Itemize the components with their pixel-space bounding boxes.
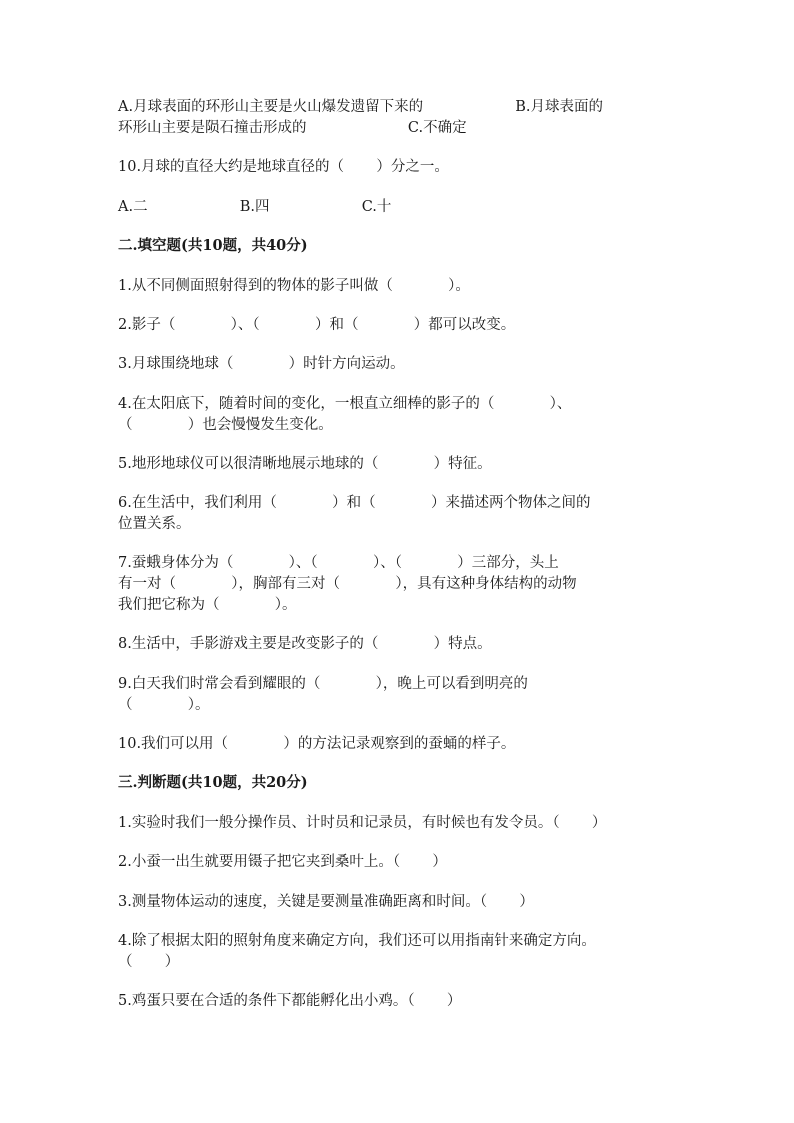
fill-item-2: 2.影子（ ）、（ ）和（ ）都可以改变。	[118, 317, 516, 333]
judge-item-5: 5.鸡蛋只要在合适的条件下都能孵化出小鸡。（ ）	[118, 993, 462, 1009]
judge-item-1: 1.实验时我们一般分操作员、计时员和记录员，有时候也有发令员。（ ）	[118, 815, 607, 831]
fill-item-3: 3.月球围绕地球（ ）时针方向运动。	[118, 356, 405, 372]
fill-item-7-line-1: 7.蚕蛾身体分为（ ）、（ ）、（ ）三部分，头上	[118, 555, 559, 571]
fill-item-4-line-2: （ ）也会慢慢发生变化。	[118, 417, 333, 433]
question-10-options: A.二 B.四 C.十	[118, 199, 392, 215]
fill-item-5: 5.地形地球仪可以很清晰地展示地球的（ ）特征。	[118, 456, 492, 472]
section-3-title: 三.判断题(共10题，共20分)	[118, 774, 308, 791]
judge-item-4-line-1: 4.除了根据太阳的照射角度来确定方向，我们还可以用指南针来确定方向。	[118, 933, 596, 949]
fill-item-6-line-2: 位置关系。	[118, 516, 191, 532]
judge-item-2: 2.小蚕一出生就要用镊子把它夹到桑叶上。（ ）	[118, 854, 447, 870]
prev-options-line-2: 环形山主要是陨石撞击形成的 C.不确定	[118, 120, 467, 136]
fill-item-10: 10.我们可以用（ ）的方法记录观察到的蚕蛹的样子。	[118, 736, 516, 752]
fill-item-9-line-2: （ ）。	[118, 697, 210, 713]
fill-item-4-line-1: 4.在太阳底下，随着时间的变化，一根直立细棒的影子的（ ）、	[118, 396, 572, 412]
fill-item-6-line-1: 6.在生活中，我们利用（ ）和（ ）来描述两个物体之间的	[118, 495, 591, 511]
prev-options-line-1: A.月球表面的环形山主要是火山爆发遗留下来的 B.月球表面的	[118, 99, 604, 115]
section-2-title: 二.填空题(共10题，共40分)	[118, 237, 308, 254]
question-10-text: 10.月球的直径大约是地球直径的（ ）分之一。	[118, 159, 449, 175]
fill-item-8: 8.生活中，手影游戏主要是改变影子的（ ）特点。	[118, 636, 492, 652]
fill-item-7-line-2: 有一对（ ），胸部有三对（ ），具有这种身体结构的动物	[118, 576, 577, 592]
judge-item-3: 3.测量物体运动的速度，关键是要测量准确距离和时间。（ ）	[118, 894, 534, 910]
fill-item-7-line-3: 我们把它称为（ ）。	[118, 597, 297, 613]
judge-item-4-line-2: （ ）	[118, 954, 180, 970]
fill-item-1: 1.从不同侧面照射得到的物体的影子叫做（ ）。	[118, 278, 470, 294]
fill-item-9-line-1: 9.白天我们时常会看到耀眼的（ ），晚上可以看到明亮的	[118, 676, 528, 692]
